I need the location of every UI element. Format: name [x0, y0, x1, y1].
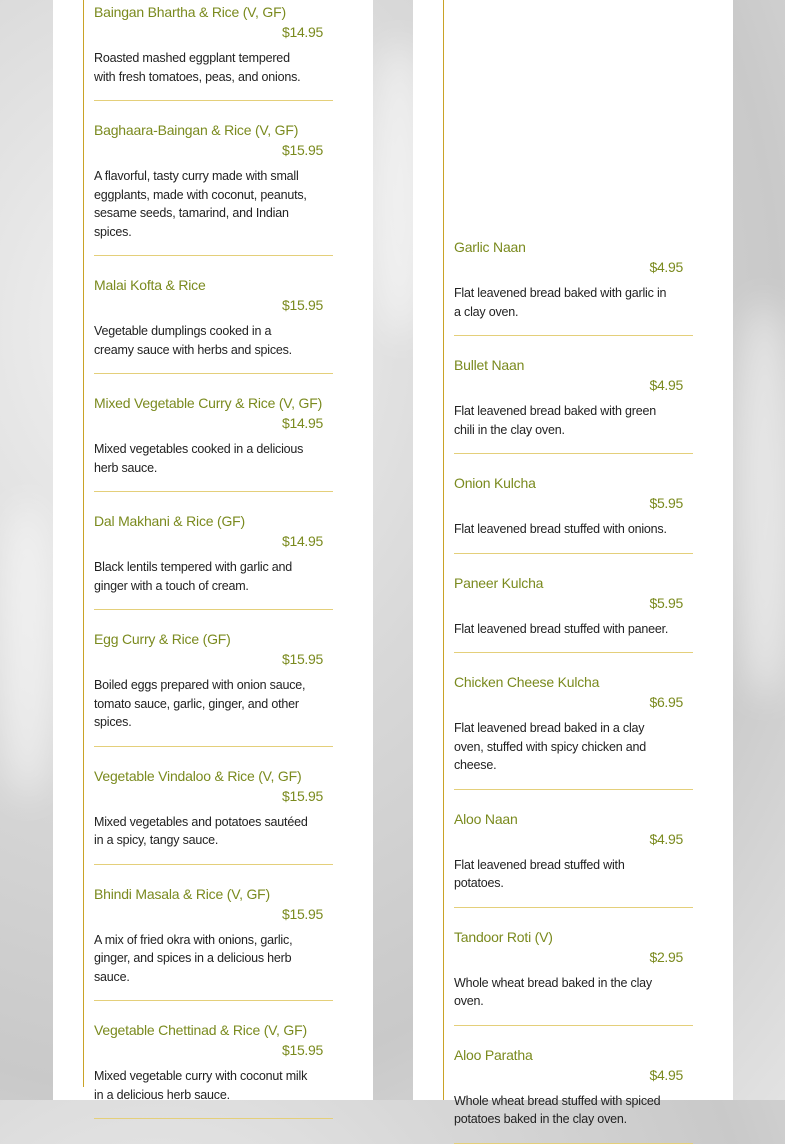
- menu-item-description: Whole wheat bread baked in the clay oven.: [454, 975, 652, 1008]
- menu-item-name: Baghaara-Baingan & Rice (V, GF): [94, 122, 299, 138]
- menu-item-description: Flat leavened bread stuffed with paneer.: [454, 621, 669, 636]
- menu-item-name: Vegetable Chettinad & Rice (V, GF): [94, 1022, 307, 1038]
- menu-item-name: Garlic Naan: [454, 239, 526, 255]
- menu-item-name: Chicken Cheese Kulcha: [454, 674, 600, 690]
- column-rule: [83, 0, 84, 1087]
- menu-item-name: Onion Kulcha: [454, 475, 536, 491]
- menu-item-name: Tandoor Roti (V): [454, 928, 553, 945]
- menu-item: [94, 3, 333, 101]
- menu-item: [94, 1001, 333, 1119]
- menu-item-price: $14.95: [281, 415, 323, 431]
- menu-item-name: Baingan Bhartha & Rice (V, GF): [94, 4, 286, 20]
- menu-item-price: $15.95: [281, 142, 323, 158]
- menu-item-name: Paneer Kulcha: [454, 574, 544, 591]
- menu-list-right: [454, 238, 693, 1144]
- menu-item: [94, 101, 333, 256]
- menu-item-description: A flavorful, tasty curry made with small eggplants, made with coconut, peanuts, sesame seeds, tamarind, and Indian spices.: [94, 169, 307, 239]
- menu-item-name: Malai Kofta & Rice: [94, 277, 206, 293]
- menu-item-description: Mixed vegetable curry with coconut milk in a delicious herb sauce.: [94, 1069, 308, 1102]
- menu-item-description: Flat leavened bread stuffed with onions.: [454, 522, 667, 536]
- menu-item-name: Bhindi Masala & Rice (V, GF): [94, 885, 270, 902]
- menu-item: [454, 653, 693, 790]
- menu-panel-right: [413, 0, 733, 1126]
- menu-item: [454, 908, 693, 1026]
- menu-item-price: $15.95: [281, 651, 323, 667]
- menu-item-name: Mixed Vegetable Curry & Rice (V, GF): [94, 395, 323, 411]
- menu-item-price: $15.95: [281, 787, 323, 804]
- background-blur: [0, 500, 55, 800]
- menu-item-price: $4.95: [649, 830, 683, 847]
- background-blur: [735, 300, 785, 700]
- menu-item-name: Aloo Naan: [454, 810, 518, 827]
- menu-list-left: [94, 3, 333, 1119]
- menu-item-description: Vegetable dumplings cooked in a creamy sauce with herbs and spices.: [94, 324, 292, 357]
- menu-item-description: Flat leavened bread stuffed with potatoes.: [454, 857, 625, 890]
- menu-item-description: Flat leavened bread baked with garlic in a clay oven.: [454, 286, 667, 319]
- menu-item-description: Boiled eggs prepared with onion sauce, tomato sauce, garlic, ginger, and other spices.: [94, 678, 306, 729]
- menu-item-price: $15.95: [281, 1042, 323, 1058]
- menu-item: [454, 554, 693, 654]
- menu-item-price: $15.95: [281, 905, 323, 922]
- menu-item-description: A mix of fried okra with onions, garlic, ginger, and spices in a delicious herb sauce.: [94, 932, 293, 984]
- menu-panel-left: [53, 0, 373, 1100]
- menu-item-price: $14.95: [281, 24, 323, 40]
- menu-item-price: $6.95: [649, 694, 683, 710]
- menu-item: [94, 747, 333, 865]
- menu-item-name: Bullet Naan: [454, 357, 525, 373]
- menu-item: [454, 790, 693, 908]
- menu-item-price: $15.95: [281, 297, 323, 313]
- menu-item: [454, 238, 693, 336]
- menu-item-price: $14.95: [281, 533, 323, 549]
- menu-item-description: Flat leavened bread baked with green chili in the clay oven.: [454, 404, 656, 437]
- menu-item: [94, 492, 333, 610]
- menu-item: [454, 336, 693, 454]
- menu-item: [94, 610, 333, 747]
- menu-item-price: $4.95: [649, 377, 683, 393]
- menu-item: [94, 256, 333, 374]
- menu-item-name: Dal Makhani & Rice (GF): [94, 513, 245, 529]
- menu-item-price: $5.95: [649, 495, 683, 511]
- menu-item-price: $4.95: [649, 1066, 683, 1083]
- menu-item-name: Egg Curry & Rice (GF): [94, 631, 231, 647]
- menu-item-name: Aloo Paratha: [454, 1046, 533, 1063]
- menu-item: [94, 374, 333, 492]
- menu-item-description: Black lentils tempered with garlic and ginger with a touch of cream.: [94, 560, 293, 593]
- menu-item-price: $5.95: [649, 594, 683, 611]
- menu-item-description: Mixed vegetables cooked in a delicious herb sauce.: [94, 442, 304, 475]
- column-rule: [443, 0, 444, 1100]
- menu-item-price: $2.95: [649, 948, 683, 965]
- menu-item-description: Mixed vegetables and potatoes sautéed in a spicy, tangy sauce.: [94, 814, 308, 847]
- menu-item-name: Vegetable Vindaloo & Rice (V, GF): [94, 767, 302, 784]
- menu-item: [454, 1026, 693, 1144]
- menu-item: [454, 454, 693, 554]
- menu-item-description: Flat leavened bread baked in a clay oven, stuffed with spicy chicken and cheese.: [454, 721, 646, 772]
- menu-item-description: Roasted mashed eggplant tempered with fresh tomatoes, peas, and onions.: [94, 51, 301, 84]
- menu-item: [94, 865, 333, 1002]
- menu-item-description: Whole wheat bread stuffed with spiced potatoes baked in the clay oven.: [454, 1093, 661, 1126]
- menu-item-price: $4.95: [649, 259, 683, 275]
